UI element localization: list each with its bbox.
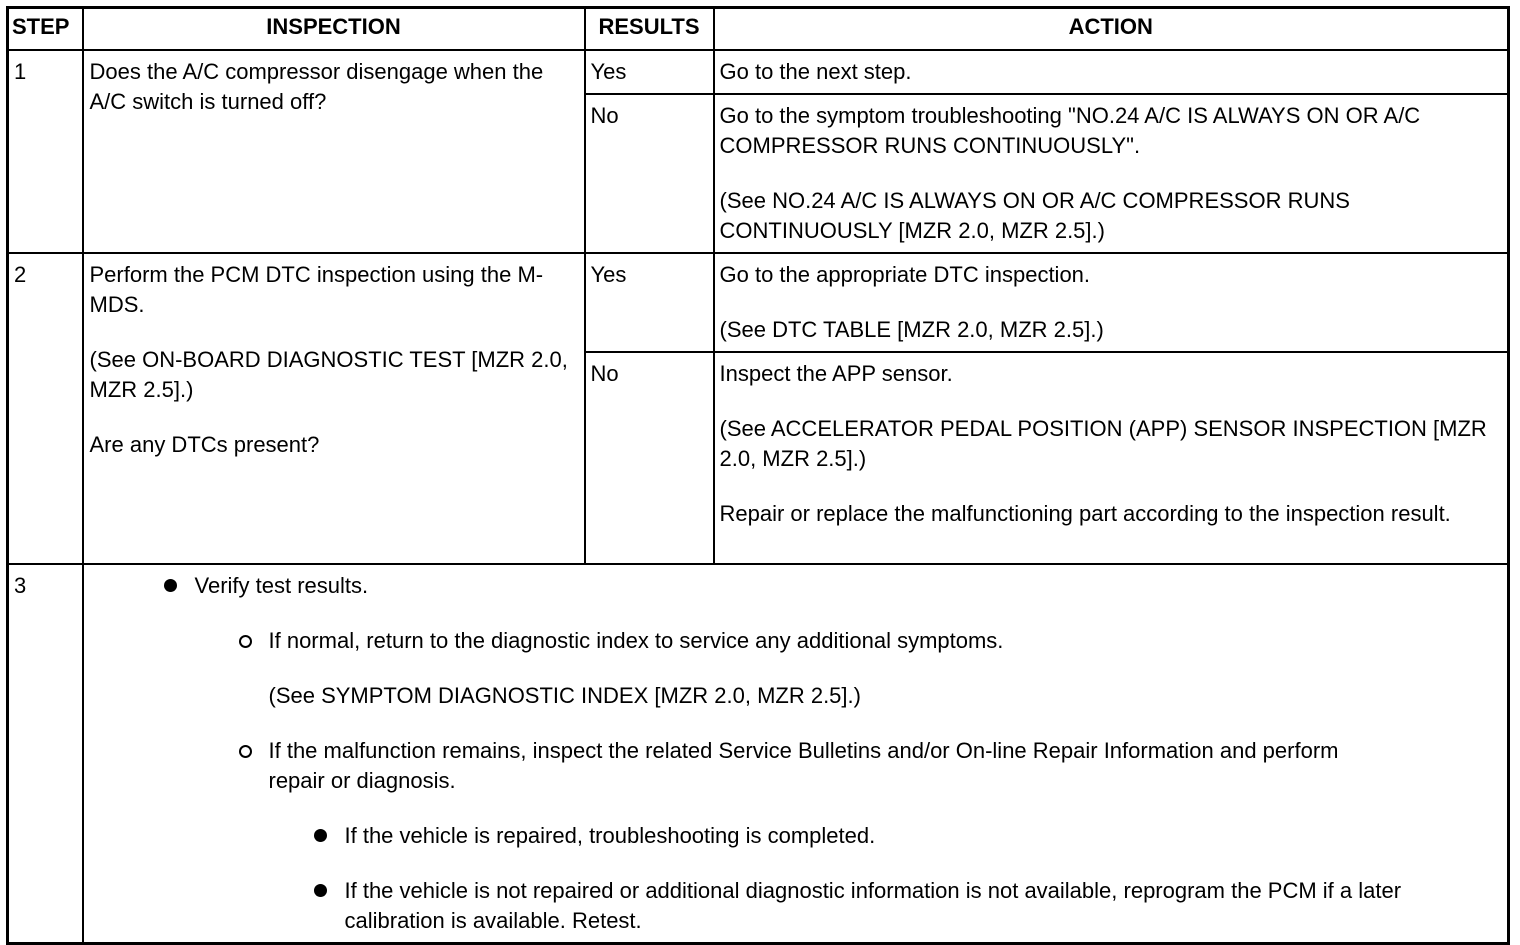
inspection-cell — [83, 253, 585, 564]
normal-text: If normal, return to the diagnostic index to service any additional symptoms. — [268, 628, 1004, 653]
action-reference: (See ACCELERATOR PEDAL POSITION (APP) SENSOR INSPECTION [MZR 2.0, MZR 2.5].) — [719, 416, 1487, 471]
table-row — [8, 564, 1509, 944]
action-reference: (See NO.24 A/C IS ALWAYS ON OR A/C COMPRESSOR RUNS CONTINUOUSLY [MZR 2.0, MZR 2.5].) — [719, 188, 1350, 243]
result-cell: Yes — [585, 253, 714, 352]
verify-list — [163, 571, 1502, 936]
list-item — [237, 626, 1502, 711]
action-cell — [714, 94, 1509, 253]
header-row — [8, 8, 1509, 51]
action-cell — [714, 253, 1509, 352]
action-reference: (See DTC TABLE [MZR 2.0, MZR 2.5].) — [719, 317, 1104, 342]
normal-reference: (See SYMPTOM DIAGNOSTIC INDEX [MZR 2.0, MZR 2.5].) — [268, 683, 861, 708]
action-cell — [714, 50, 1509, 94]
not-repaired-text: If the vehicle is not repaired or additional diagnostic information is not available, reprogram the PCM if a later calibration is available. Retest. — [344, 878, 1402, 933]
step-number: 3 — [8, 564, 83, 944]
step-number: 1 — [8, 50, 83, 253]
result-cell: Yes — [585, 50, 714, 94]
header-step: STEP — [8, 8, 83, 51]
action-text: Go to the next step. — [719, 59, 912, 84]
result-cell: No — [585, 94, 714, 253]
inspection-cell — [83, 50, 585, 253]
action-cell — [714, 352, 1509, 564]
result-cell: No — [585, 352, 714, 564]
list-item — [313, 821, 1502, 851]
circle-bullet-icon — [239, 635, 252, 648]
action-text: Go to the symptom troubleshooting "NO.24 A/C IS ALWAYS ON OR A/C COMPRESSOR RUNS CONTINUOUSLY". — [719, 103, 1421, 158]
remains-sublist — [313, 821, 1502, 936]
inspection-question: Are any DTCs present? — [89, 432, 320, 457]
repaired-text: If the vehicle is repaired, troubleshooting is completed. — [344, 823, 876, 848]
bullet-icon — [314, 829, 327, 842]
action-text: Inspect the APP sensor. — [719, 361, 953, 386]
header-action: ACTION — [714, 8, 1509, 51]
header-results: RESULTS — [585, 8, 714, 51]
verify-text: Verify test results. — [194, 573, 369, 598]
step-number: 2 — [8, 253, 83, 564]
inspection-text: Perform the PCM DTC inspection using the M-MDS. — [89, 262, 544, 317]
list-item — [237, 736, 1502, 936]
remains-text: If the malfunction remains, inspect the related Service Bulletins and/or On-line Repair Information and perform repair or diagnosis. — [268, 738, 1339, 793]
list-item — [313, 876, 1502, 936]
verify-sublist — [237, 626, 1502, 936]
action-text: Repair or replace the malfunctioning part according to the inspection result. — [719, 501, 1451, 526]
table-row — [8, 253, 1509, 352]
circle-bullet-icon — [239, 745, 252, 758]
verify-cell — [83, 564, 1509, 944]
action-text: Go to the appropriate DTC inspection. — [719, 262, 1091, 287]
bullet-icon — [164, 579, 177, 592]
inspection-text: Does the A/C compressor disengage when the A/C switch is turned off? — [89, 59, 544, 114]
diagnostic-table — [6, 6, 1510, 945]
inspection-reference: (See ON-BOARD DIAGNOSTIC TEST [MZR 2.0, MZR 2.5].) — [89, 347, 568, 402]
bullet-icon — [314, 884, 327, 897]
header-inspection: INSPECTION — [83, 8, 585, 51]
table-row — [8, 50, 1509, 94]
list-item — [163, 571, 1502, 936]
